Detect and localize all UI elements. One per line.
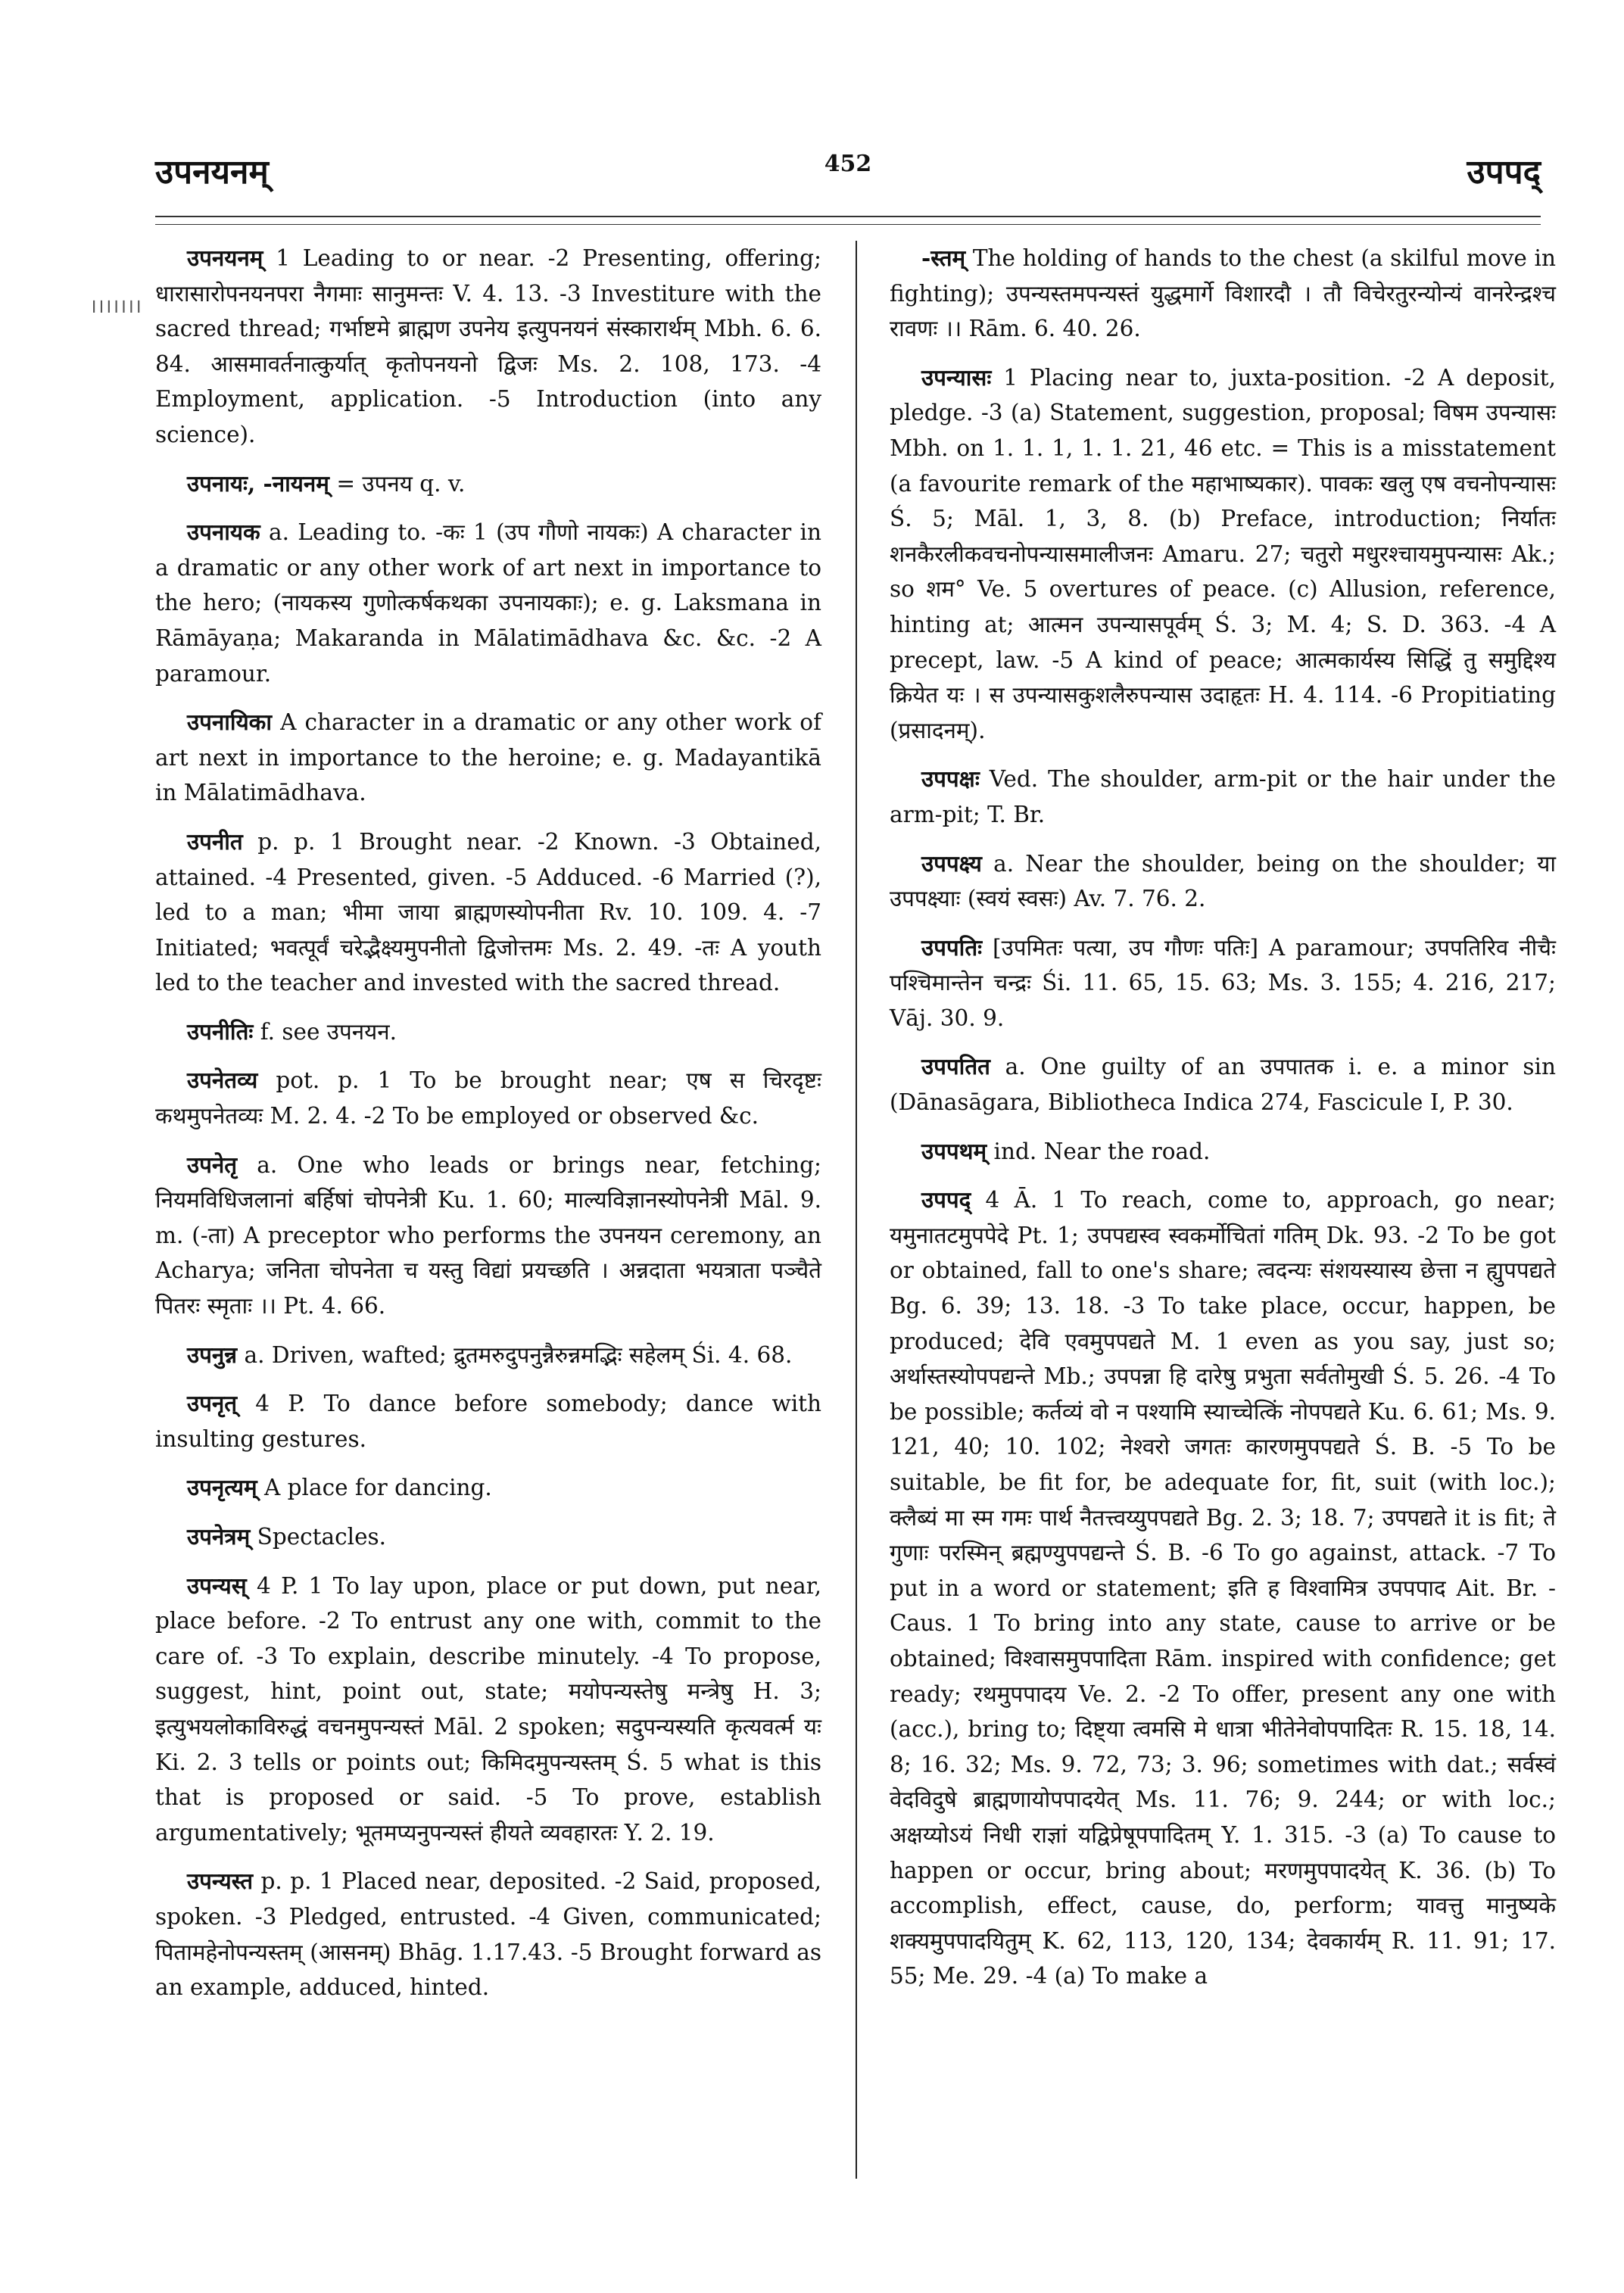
entry-definition: A place for dancing. bbox=[257, 1475, 492, 1501]
right-running-headword: उपपद् bbox=[1467, 153, 1541, 192]
right-column bbox=[890, 241, 1556, 2008]
dictionary-entry bbox=[890, 762, 1556, 832]
dictionary-entry bbox=[155, 1338, 821, 1373]
entry-headword: उपनीतिः bbox=[187, 1017, 254, 1045]
entry-headword: उपनृत् bbox=[187, 1390, 238, 1417]
entry-definition: a. Driven, wafted; द्रुतमरुदुपनुन्नैरुन्नमद्भिः सहेलम् Śi. 4. 68. bbox=[237, 1341, 793, 1368]
entry-headword: उपपथम् bbox=[921, 1137, 987, 1164]
entry-headword: उपनृत्यम् bbox=[187, 1474, 257, 1501]
entry-headword: -स्तम् bbox=[921, 245, 966, 271]
entry-headword: उपपक्ष्य bbox=[921, 849, 982, 877]
column-divider bbox=[856, 241, 857, 2179]
entry-definition: [उपमितः पत्या, उप गौणः पतिः] A paramour; उपपतिरिव नीचैः पश्चिमान्तेन चन्द्रः Śi. 11. 65, 15. 63; Ms. 3. 155; 4. 216, 217; Vāj. 30. 9. bbox=[890, 934, 1556, 1031]
entry-headword: उपपद् bbox=[921, 1186, 971, 1213]
entry-headword: उपनीत bbox=[187, 827, 243, 855]
entry-definition: a. Leading to. -कः 1 (उप गौणो नायकः) A character in a dramatic or any other work of art next in importance to the hero; (नायकस्य गुणोत्कर्षकथका उपनायकाः); e. g. Laksmana in Rāmāyaṇa; Makaranda in Mālatimādhava &c. &c. -2 A paramour. bbox=[155, 519, 821, 687]
entry-headword: उपन्यस् bbox=[187, 1572, 247, 1599]
header-rule-thin bbox=[155, 224, 1541, 225]
dictionary-entry bbox=[155, 1864, 821, 2005]
entry-definition: 1 Leading to or near. -2 Presenting, offering; धारासारोपनयनपरा नैगमाः सानुमन्तः V. 4. 13. -3 Investiture with the sacred thread; गर्भाष्टमे ब्राह्मण उपनेय इत्युपनयनं संस्कारार्थम् Mbh. 6. 6. 84. आसमावर्तनात्कुर्यात् कृतोपनयनो द्विजः Ms. 2. 108, 173. -4 Employment, application. -5 Introduction (into any science). bbox=[155, 245, 821, 447]
entry-definition: 4 P. 1 To lay upon, place or put down, put near, place before. -2 To entrust any one with, commit to the care of. -3 To explain, describe minutely. -4 To propose, suggest, hint, point out, state; मयोपन्यस्तेषु मन्त्रेषु H. 3; इत्युभयलोकाविरुद्धं वचनमुपन्यस्तं Māl. 2 spoken; सदुपन्यस्यति कृत्यवर्त्म यः Ki. 2. 3 tells or points out; किमिदमुपन्यस्तम् Ś. 5 what is this that is proposed or said. -5 To prove, establish argumentatively; भूतमप्यनुपन्यस्तं हीयते व्यवहारतः Y. 2. 19. bbox=[155, 1572, 821, 1846]
dictionary-entry bbox=[155, 241, 821, 453]
entry-headword: उपन्यस्त bbox=[187, 1868, 254, 1895]
margin-mark: ।।।।।।। bbox=[89, 295, 142, 318]
dictionary-entry bbox=[155, 1569, 821, 1851]
entry-headword: उपनेतव्य bbox=[187, 1067, 258, 1094]
entry-definition: Ved. The shoulder, arm-pit or the hair under the arm-pit; T. Br. bbox=[890, 766, 1556, 827]
page-header bbox=[155, 148, 1541, 216]
entry-headword: उपपतित bbox=[921, 1053, 990, 1080]
entry-headword: उपपतिः bbox=[921, 933, 983, 961]
left-column bbox=[155, 241, 821, 2019]
entry-headword: उपनायक bbox=[187, 519, 260, 546]
entry-definition: f. see उपनयन. bbox=[253, 1018, 397, 1045]
dictionary-entry bbox=[890, 241, 1556, 347]
entry-definition: A character in a dramatic or any other work of art next in importance to the heroine; e. g. Madayantikā in Mālatimādhava. bbox=[155, 709, 821, 806]
dictionary-entry bbox=[155, 824, 821, 1001]
dictionary-entry bbox=[155, 1519, 821, 1555]
entry-definition: 1 Placing near to, juxta-position. -2 A deposit, pledge. -3 (a) Statement, suggestion, proposal; विषम उपन्यासः Mbh. on 1. 1. 1, 1. 1. 21, 46 etc. = This is a misstatement (a favourite remark of the महाभाष्यकार). पावकः खलु एष वचनोपन्यासः Ś. 5; Māl. 1, 3, 8. (b) Preface, introduction; निर्यातः शनकैरलीकवचनोपन्यासमालीजनः Amaru. 27; चतुरो मधुरश्चायमुपन्यासः Ak.; so शम° Ve. 5 overtures of peace. (c) Allusion, reference, hinting at; आत्मन उपन्यासपूर्वम् Ś. 3; M. 4; S. D. 363. -4 A precept, law. -5 A kind of peace; आत्मकार्यस्य सिद्धिं तु समुद्दिश्य क्रियेत यः । स उपन्यासकुशलैरुपन्यास उदाहृतः H. 4. 114. -6 Propitiating (प्रसादनम्). bbox=[890, 364, 1556, 743]
entry-headword: उपनायिका bbox=[187, 709, 272, 736]
dictionary-entry bbox=[890, 1182, 1556, 1994]
dictionary-entry bbox=[890, 846, 1556, 917]
dictionary-entry bbox=[890, 360, 1556, 749]
dictionary-entry bbox=[155, 1148, 821, 1324]
header-rule bbox=[155, 216, 1541, 217]
dictionary-entry bbox=[155, 1063, 821, 1133]
entry-definition: a. One guilty of an उपपातक i. e. a minor sin (Dānasāgara, Bibliotheca Indica 274, Fascicule I, P. 30. bbox=[890, 1054, 1556, 1116]
entry-definition: Spectacles. bbox=[250, 1524, 387, 1550]
dictionary-entry bbox=[155, 1386, 821, 1456]
entry-definition: a. Near the shoulder, being on the shoulder; या उपपक्ष्याः (स्वयं स्वसः) Av. 7. 76. 2. bbox=[890, 850, 1556, 912]
entry-definition: The holding of hands to the chest (a skilful move in fighting); उपन्यस्तमपन्यस्तं युद्धमार्गे विशारदौ । तौ विचेरतुरन्योन्यं वानरेन्द्रश्च रावणः ।। Rām. 6. 40. 26. bbox=[890, 245, 1556, 342]
dictionary-entry bbox=[155, 466, 821, 502]
dictionary-entry bbox=[155, 515, 821, 691]
dictionary-entry bbox=[155, 1014, 821, 1050]
entry-definition: = उपनय q. v. bbox=[329, 470, 466, 497]
dictionary-entry bbox=[890, 930, 1556, 1036]
page-number: 452 bbox=[824, 151, 872, 177]
entry-definition: p. p. 1 Brought near. -2 Known. -3 Obtained, attained. -4 Presented, given. -5 Adduced. -6 Married (?), led to a man; भीमा जाया ब्राह्मणस्योपनीता Rv. 10. 109. 4. -7 Initiated; भवत्पूर्वं चरेद्भैक्ष्यमुपनीतो द्विजोत्तमः Ms. 2. 49. -तः A youth led to the teacher and invested with the sacred thread. bbox=[155, 828, 821, 996]
left-running-headword: उपनयनम् bbox=[155, 153, 269, 192]
entry-headword: उपनायः, -नायनम् bbox=[187, 469, 329, 497]
entry-definition: pot. p. 1 To be brought near; एष स चिरदृष्टः कथमुपनेतव्यः M. 2. 4. -2 To be employed or observed &c. bbox=[155, 1067, 821, 1129]
entry-definition: a. One who leads or brings near, fetching; नियमविधिजलानां बर्हिषां चोपनेत्री Ku. 1. 60; माल्यविज्ञानस्योपनेत्री Māl. 9. m. (-ता) A preceptor who performs the उपनयन ceremony, an Acharya; जनिता चोपनेता च यस्तु विद्यां प्रयच्छति । अन्नदाता भयत्राता पञ्चैते पितरः स्मृताः ।। Pt. 4. 66. bbox=[155, 1151, 821, 1319]
entry-definition: ind. Near the road. bbox=[987, 1138, 1211, 1164]
entry-definition: 4 P. To dance before somebody; dance with insulting gestures. bbox=[155, 1391, 821, 1452]
entry-headword: उपनयनम् bbox=[187, 245, 263, 271]
dictionary-entry bbox=[890, 1134, 1556, 1170]
dictionary-entry bbox=[155, 1470, 821, 1506]
entry-headword: उपनुन्न bbox=[187, 1341, 238, 1368]
entry-headword: उपनेत्रम् bbox=[187, 1523, 251, 1550]
entry-headword: उपपक्षः bbox=[921, 765, 980, 793]
dictionary-entry bbox=[890, 1049, 1556, 1120]
dictionary-entry bbox=[155, 705, 821, 811]
entry-definition: p. p. 1 Placed near, deposited. -2 Said, proposed, spoken. -3 Pledged, entrusted. -4 Given, communicated; पितामहेनोपन्यस्तम् (आसनम्) Bhāg. 1.17.43. -5 Brought forward as an example, adduced, hinted. bbox=[155, 1868, 821, 2001]
entry-definition: 4 Ā. 1 To reach, come to, approach, go near; यमुनातटमुपपेदे Pt. 1; उपपद्यस्व स्वकर्मोचितां गतिम् Dk. 93. -2 To be got or obtained, fall to one's share; त्वदन्यः संशयस्यास्य छेत्ता न ह्युपपद्यते Bg. 6. 39; 13. 18. -3 To take place, occur, happen, be produced; देवि एवमुपपद्यते M. 1 even as you say, just so; अर्थास्तस्योपपद्यन्ते Mb.; उपपन्ना हि दारेषु प्रभुता सर्वतोमुखी Ś. 5. 26. -4 To be possible; कर्तव्यं वो न पश्यामि स्याच्चेत्किं नोपपद्यते Ku. 6. 61; Ms. 9. 121, 40; 10. 102; नेश्वरो जगतः कारणमुपपद्यते Ś. B. -5 To be suitable, be fit for, be adequate for, fit, suit (with loc.); क्लैब्यं मा स्म गमः पार्थ नैतत्त्वय्युपपद्यते Bg. 2. 3; 18. 7; उपपद्यते it is fit; ते गुणाः परस्मिन् ब्रह्मण्युपपद्यन्ते Ś. B. -6 To go against, attack. -7 To put in a word or statement; इति ह विश्वामित्र उपपपाद Ait. Br. -Caus. 1 To bring into any state, cause to arrive or be obtained; विश्वासमुपपादिता Rām. inspired with confidence; get ready; रथमुपपादय Ve. 2. -2 To offer, present any one with (acc.), bring to; दिष्ट्या त्वमसि मे धात्रा भीतेनेवोपपादितः R. 15. 18, 14. 8; 16. 32; Ms. 9. 72, 73; 3. 96; sometimes with dat.; सर्वस्वं वेदविदुषे ब्राह्मणायोपपादयेत् Ms. 11. 76; 9. 244; or with loc.; अक्षय्योऽयं निधी राज्ञां यद्विप्रेषूपपादितम् Y. 1. 315. -3 (a) To cause to happen or occur, bring about; मरणमुपपादयेत् K. 36. (b) To accomplish, effect, cause, do, perform; यावत्तु मानुष्यके शक्यमुपपादयितुम् K. 62, 113, 120, 134; देवकार्यम् R. 11. 91; 17. 55; Me. 29. -4 (a) To make a bbox=[890, 1187, 1556, 1989]
entry-headword: उपनेतृ bbox=[187, 1151, 238, 1178]
entry-headword: उपन्यासः bbox=[921, 363, 992, 391]
